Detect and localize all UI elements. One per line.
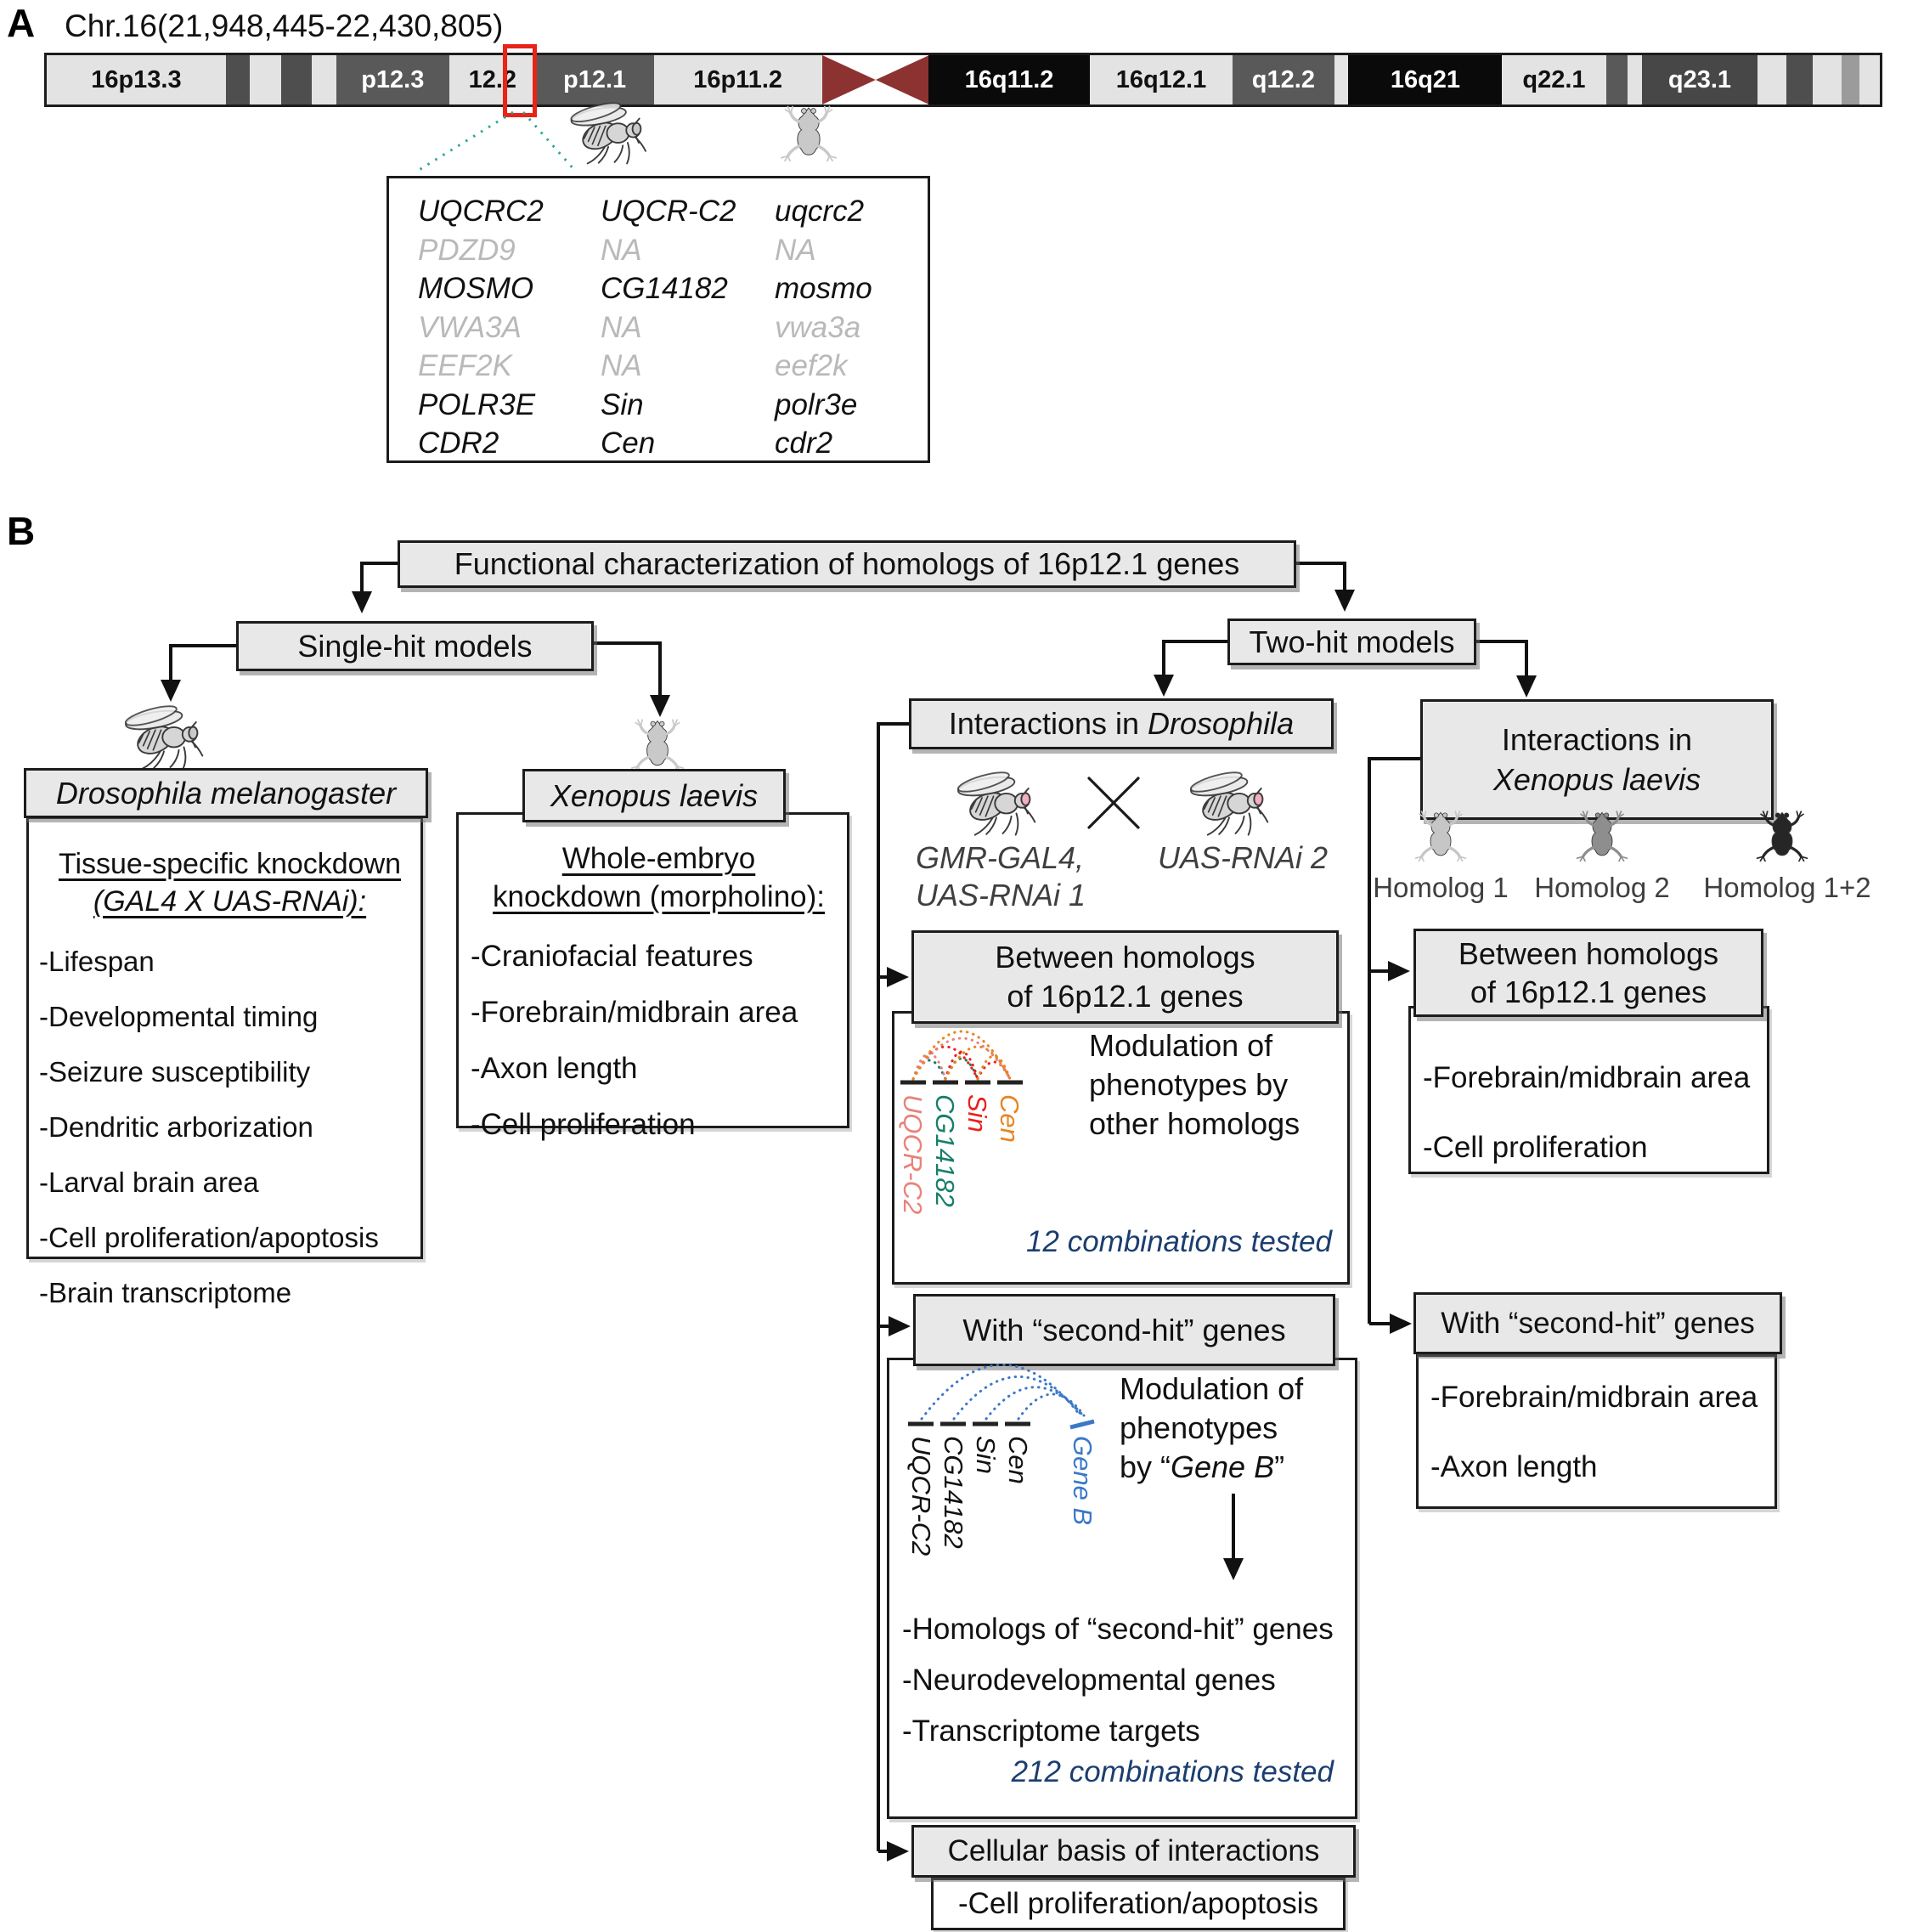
gene-human: CDR2: [418, 427, 499, 460]
frog-between-list: [1423, 1061, 1767, 1165]
chromosome-band: [1813, 55, 1842, 105]
chromosome-band: [1842, 55, 1859, 105]
list-item: -Forebrain/midbrain area: [1423, 1061, 1751, 1094]
gene-frog: cdr2: [775, 427, 833, 460]
chromosome-band: [1334, 55, 1349, 105]
fly-between-note: [1089, 1026, 1300, 1144]
gene-label-UQCR-C2: UQCR-C2: [906, 1436, 936, 1556]
chromosome-band: [226, 55, 250, 105]
chromosome-band-q23.1: q23.1: [1642, 55, 1757, 105]
fly-second-hit-note: [1120, 1370, 1303, 1487]
list-item: -Brain transcriptome: [39, 1277, 292, 1308]
homolog-interaction-arc-diagram: [897, 1008, 1055, 1086]
list-item: -Axon length: [471, 1052, 638, 1085]
panel-b-label: B: [7, 509, 36, 553]
drosophila-phenotype-list: [39, 946, 420, 1309]
drosophila-subtitle-2: (GAL4 X UAS-RNAi):: [93, 885, 367, 918]
header-text: Interactions in: [948, 706, 1148, 741]
panel-a-label: A: [7, 1, 36, 45]
note-line: other homologs: [1089, 1106, 1300, 1141]
gene-frog: NA: [775, 233, 816, 267]
chromosome-band-p12.1: p12.1: [536, 55, 654, 105]
xenopus-model-body: [456, 812, 849, 1141]
drosophila-fly-icon: [564, 97, 661, 167]
region-zoom-guides: [416, 112, 576, 172]
xenopus-frog-icon: [1403, 807, 1478, 861]
chromosome-16-ideogram: [44, 53, 1882, 107]
single-hit-box: Single-hit models: [236, 621, 594, 671]
chromosome-band: [1757, 55, 1786, 105]
header-species: Drosophila: [1148, 706, 1295, 741]
note-line: Modulation of: [1120, 1371, 1304, 1406]
xenopus-frog-icon: [775, 102, 843, 161]
cross-left-label: [916, 839, 1086, 914]
gene-human: PDZD9: [418, 233, 516, 267]
genotype-line: GMR-GAL4,: [916, 840, 1085, 875]
gene-label-Gene B: Gene B: [1068, 1436, 1097, 1526]
list-item: -Developmental timing: [39, 1001, 319, 1032]
chromosome-band: [1628, 55, 1642, 105]
gene-label-CG14182: CG14182: [939, 1436, 968, 1549]
drosophila-subtitle: Tissue-specific knockdown: [58, 848, 402, 880]
list-item: -Cell proliferation: [471, 1108, 696, 1141]
root-box: Functional characterization of homologs of 16p12.1 genes: [398, 540, 1296, 588]
gene-label-CG14182: CG14182: [930, 1094, 960, 1207]
gene-label-Cen: Cen: [995, 1094, 1024, 1143]
combinations-tested-note: 212 combinations tested: [1011, 1755, 1334, 1788]
list-item: -Transcriptome targets: [902, 1715, 1200, 1748]
chromosome-band-q22.1: q22.1: [1502, 55, 1605, 105]
cellular-basis-header: Cellular basis of interactions: [911, 1825, 1356, 1878]
gene-frog: mosmo: [775, 272, 872, 305]
list-item: -Forebrain/midbrain area: [471, 996, 798, 1029]
list-item: -Cell proliferation/apoptosis: [39, 1222, 379, 1253]
gene-human: POLR3E: [418, 387, 536, 421]
xenopus-subtitle: Whole-embryo: [561, 842, 756, 875]
header-line: Interactions in: [1501, 722, 1693, 757]
chromosome-band-16q12.1: 16q12.1: [1090, 55, 1233, 105]
gene-frog: eef2k: [775, 349, 848, 382]
list-item: -Homologs of “second-hit” genes: [902, 1613, 1334, 1646]
gene-fly: Cen: [601, 427, 656, 460]
header-species: Xenopus laevis: [1492, 762, 1701, 797]
chromosome-band: [1606, 55, 1628, 105]
gene-fly: NA: [601, 233, 642, 267]
drosophila-fly-icon: [1182, 766, 1284, 838]
chromosome-band-16p13.3: 16p13.3: [47, 55, 226, 105]
cross-symbol: [1089, 778, 1138, 828]
combinations-tested-note: 12 combinations tested: [1026, 1225, 1332, 1258]
genotype-line: UAS-RNAi 1: [916, 878, 1086, 912]
chromosome-band: [822, 55, 929, 105]
chromosome-band: [1859, 55, 1880, 105]
drosophila-model-header: Drosophila melanogaster: [24, 768, 428, 818]
note-line: Modulation of: [1089, 1028, 1273, 1063]
homolog-gene-table: [386, 176, 930, 463]
drosophila-fly-icon: [950, 766, 1052, 838]
xenopus-frog-icon: [1565, 807, 1639, 861]
interactions-drosophila-header: [909, 698, 1334, 749]
list-item: -Lifespan: [39, 946, 155, 977]
xenopus-frog-icon: [618, 715, 697, 771]
chromosome-band-16p11.2: 16p11.2: [654, 55, 822, 105]
gene-fly: CG14182: [601, 272, 728, 305]
frog-second-hit-body: [1416, 1354, 1777, 1509]
fly-second-hit-list: [902, 1613, 1334, 1748]
list-item: -Cell proliferation/apoptosis: [957, 1887, 1319, 1920]
gene-frog: vwa3a: [775, 310, 861, 344]
list-item: -Dendritic arborization: [39, 1111, 313, 1143]
gene-b-interaction-arc-diagram: [899, 1349, 1103, 1431]
gene-label-Sin: Sin: [971, 1436, 1001, 1474]
gene-human: MOSMO: [418, 272, 534, 305]
cellular-basis-body: [931, 1878, 1346, 1930]
centromere-icon: [822, 55, 929, 105]
cross-right-label: UAS-RNAi 2: [1158, 840, 1329, 875]
header-line: of 16p12.1 genes: [1007, 979, 1244, 1014]
xenopus-frog-icon: [1743, 807, 1821, 861]
note-line: by “Gene B”: [1120, 1449, 1285, 1484]
frog-between-homologs-header: [1413, 929, 1763, 1017]
list-item: -Axon length: [1430, 1450, 1598, 1483]
deletion-region-highlight: [503, 44, 537, 117]
list-item: -Neurodevelopmental genes: [902, 1664, 1276, 1697]
gene-human: UQCRC2: [418, 195, 544, 228]
header-line: of 16p12.1 genes: [1470, 974, 1707, 1009]
gene-fly: Sin: [601, 387, 644, 421]
fly-second-hit-header: With “second-hit” genes: [913, 1294, 1335, 1366]
header-line: Between homologs: [995, 940, 1255, 974]
list-item: -Cell proliferation: [1423, 1131, 1648, 1164]
gene-label-UQCR-C2: UQCR-C2: [898, 1094, 928, 1215]
homolog-1-label: Homolog 1: [1373, 872, 1509, 903]
two-hit-box: Two-hit models: [1227, 619, 1476, 665]
homolog-1-2-label: Homolog 1+2: [1703, 872, 1871, 903]
gene-human: VWA3A: [418, 310, 522, 344]
frog-between-homologs-body: [1408, 1006, 1769, 1174]
frog-second-hit-list: [1430, 1381, 1774, 1484]
list-item: -Forebrain/midbrain area: [1430, 1381, 1758, 1414]
xenopus-phenotype-list: [471, 940, 847, 1142]
gene-fly: NA: [601, 349, 642, 382]
gene-frog: uqcrc2: [775, 195, 865, 228]
list-item: -Craniofacial features: [471, 940, 753, 973]
chromosome-band-p12.3: p12.3: [336, 55, 449, 105]
gene-label-Sin: Sin: [962, 1094, 992, 1133]
chromosome-band-16q11.2: 16q11.2: [928, 55, 1089, 105]
homolog-2-label: Homolog 2: [1534, 872, 1670, 903]
gene-human: EEF2K: [418, 349, 512, 382]
interactions-xenopus-header: [1420, 699, 1774, 820]
gene-fly: UQCR-C2: [601, 195, 736, 228]
chromosome-title: Chr.16(21,948,445-22,430,805): [65, 8, 504, 43]
list-item: -Larval brain area: [39, 1167, 259, 1198]
xenopus-model-header: Xenopus laevis: [522, 769, 786, 822]
chromosome-band-12.2: 12.2: [449, 55, 536, 105]
frog-second-hit-header: With “second-hit” genes: [1413, 1292, 1782, 1354]
chromosome-band-q12.2: q12.2: [1233, 55, 1334, 105]
chromosome-band: [1786, 55, 1813, 105]
gene-label-Cen: Cen: [1003, 1436, 1033, 1484]
note-line: phenotypes: [1120, 1410, 1278, 1445]
header-line: Between homologs: [1458, 936, 1719, 971]
drosophila-fly-icon: [109, 700, 228, 771]
note-line: phenotypes by: [1089, 1067, 1289, 1102]
chromosome-band: [250, 55, 281, 105]
list-item: -Seizure susceptibility: [39, 1056, 311, 1087]
chromosome-band-16q21: 16q21: [1348, 55, 1502, 105]
gene-fly: NA: [601, 310, 642, 344]
gene-frog: polr3e: [775, 387, 858, 421]
chromosome-band: [281, 55, 313, 105]
xenopus-subtitle-2: knockdown (morpholino):: [492, 880, 825, 913]
drosophila-model-body: [26, 816, 423, 1308]
chromosome-band: [312, 55, 336, 105]
